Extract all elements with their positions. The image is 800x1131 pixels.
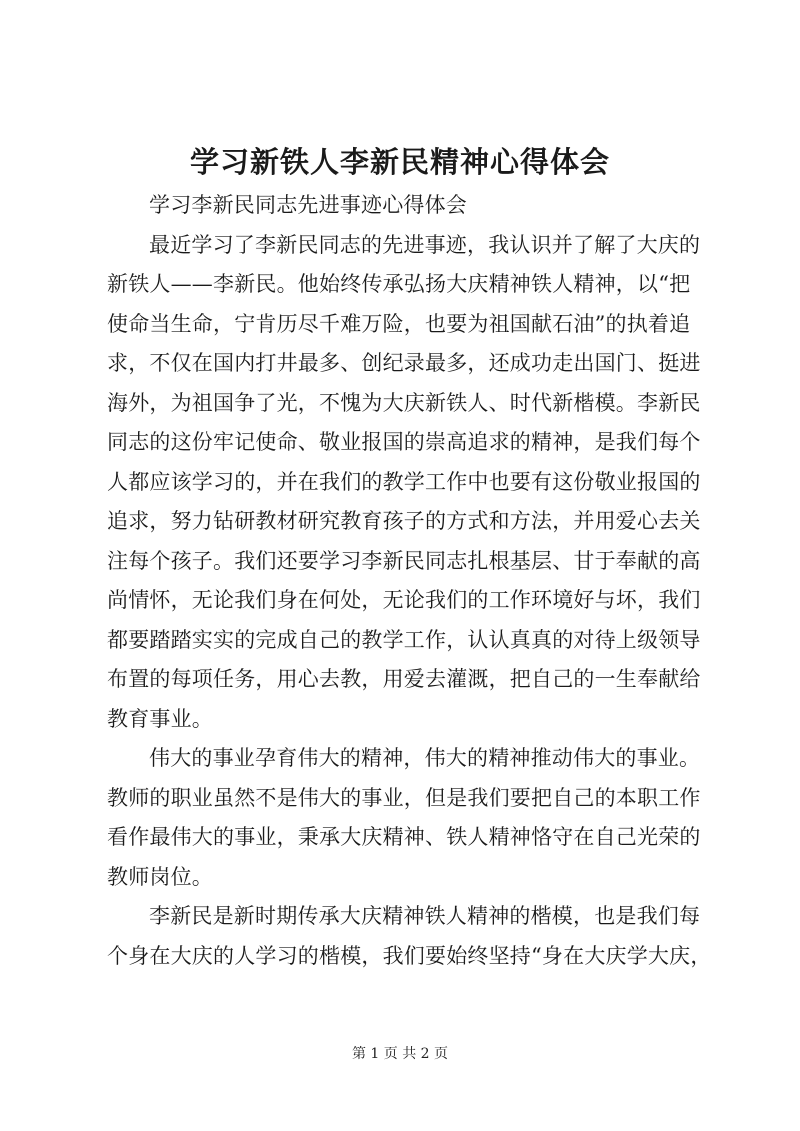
paragraph-line: 布置的每项任务，用心去教，用爱去灌溉，把自己的一生奉献给 bbox=[107, 667, 701, 691]
paragraph-line: 都要踏踏实实的完成自己的教学工作，认认真真的对待上级领导 bbox=[107, 627, 701, 652]
paragraph-line: 李新民是新时期传承大庆精神铁人精神的楷模，也是我们每 bbox=[149, 904, 701, 928]
subtitle-line: 学习李新民同志先进事迹心得体会 bbox=[149, 193, 467, 217]
paragraph-line: 最近学习了李新民同志的先进事迹，我认识并了解了大庆的 bbox=[149, 232, 701, 257]
document-title: 学习新铁人李新民精神心得体会 bbox=[189, 145, 610, 179]
paragraph-line: 求，不仅在国内打井最多、创纪录最多，还成功走出国门、挺进 bbox=[107, 351, 701, 375]
document-body bbox=[107, 186, 712, 976]
paragraph-line: 追求，努力钻研教材研究教育孩子的方式和方法，并用爱心去关 bbox=[107, 509, 701, 533]
paragraph-line: 伟大的事业孕育伟大的精神，伟大的精神推动伟大的事业。 bbox=[149, 746, 701, 770]
paragraph-line: 教师岗位。 bbox=[107, 864, 213, 889]
paragraph-line: 教师的职业虽然不是伟大的事业，但是我们要把自己的本职工作 bbox=[107, 785, 701, 810]
page-footer: 第 1 页 共 2 页 bbox=[351, 1046, 449, 1062]
paragraph-line: 看作最伟大的事业，秉承大庆精神、铁人精神恪守在自己光荣的 bbox=[107, 825, 701, 849]
paragraph-line: 教育事业。 bbox=[107, 706, 213, 731]
paragraph-line: 海外，为祖国争了光，不愧为大庆新铁人、时代新楷模。李新民 bbox=[107, 390, 701, 415]
paragraph-line: 同志的这份牢记使命、敬业报国的崇高追求的精神，是我们每个 bbox=[107, 430, 701, 454]
paragraph-line: 尚情怀，无论我们身在何处，无论我们的工作环境好与坏，我们 bbox=[107, 588, 701, 612]
paragraph-line: 人都应该学习的，并在我们的教学工作中也要有这份敬业报国的 bbox=[107, 469, 701, 494]
paragraph-line: 使命当生命，宁肯历尽千难万险，也要为祖国献石油”的执着追 bbox=[107, 311, 691, 336]
paragraph-line: 新铁人——李新民。他始终传承弘扬大庆精神铁人精神，以“把 bbox=[107, 272, 691, 296]
paragraph-line: 个身在大庆的人学习的楷模，我们要始终坚持“身在大庆学大庆， bbox=[107, 943, 712, 968]
paragraph-line: 注每个孩子。我们还要学习李新民同志扎根基层、甘于奉献的高 bbox=[107, 548, 701, 573]
